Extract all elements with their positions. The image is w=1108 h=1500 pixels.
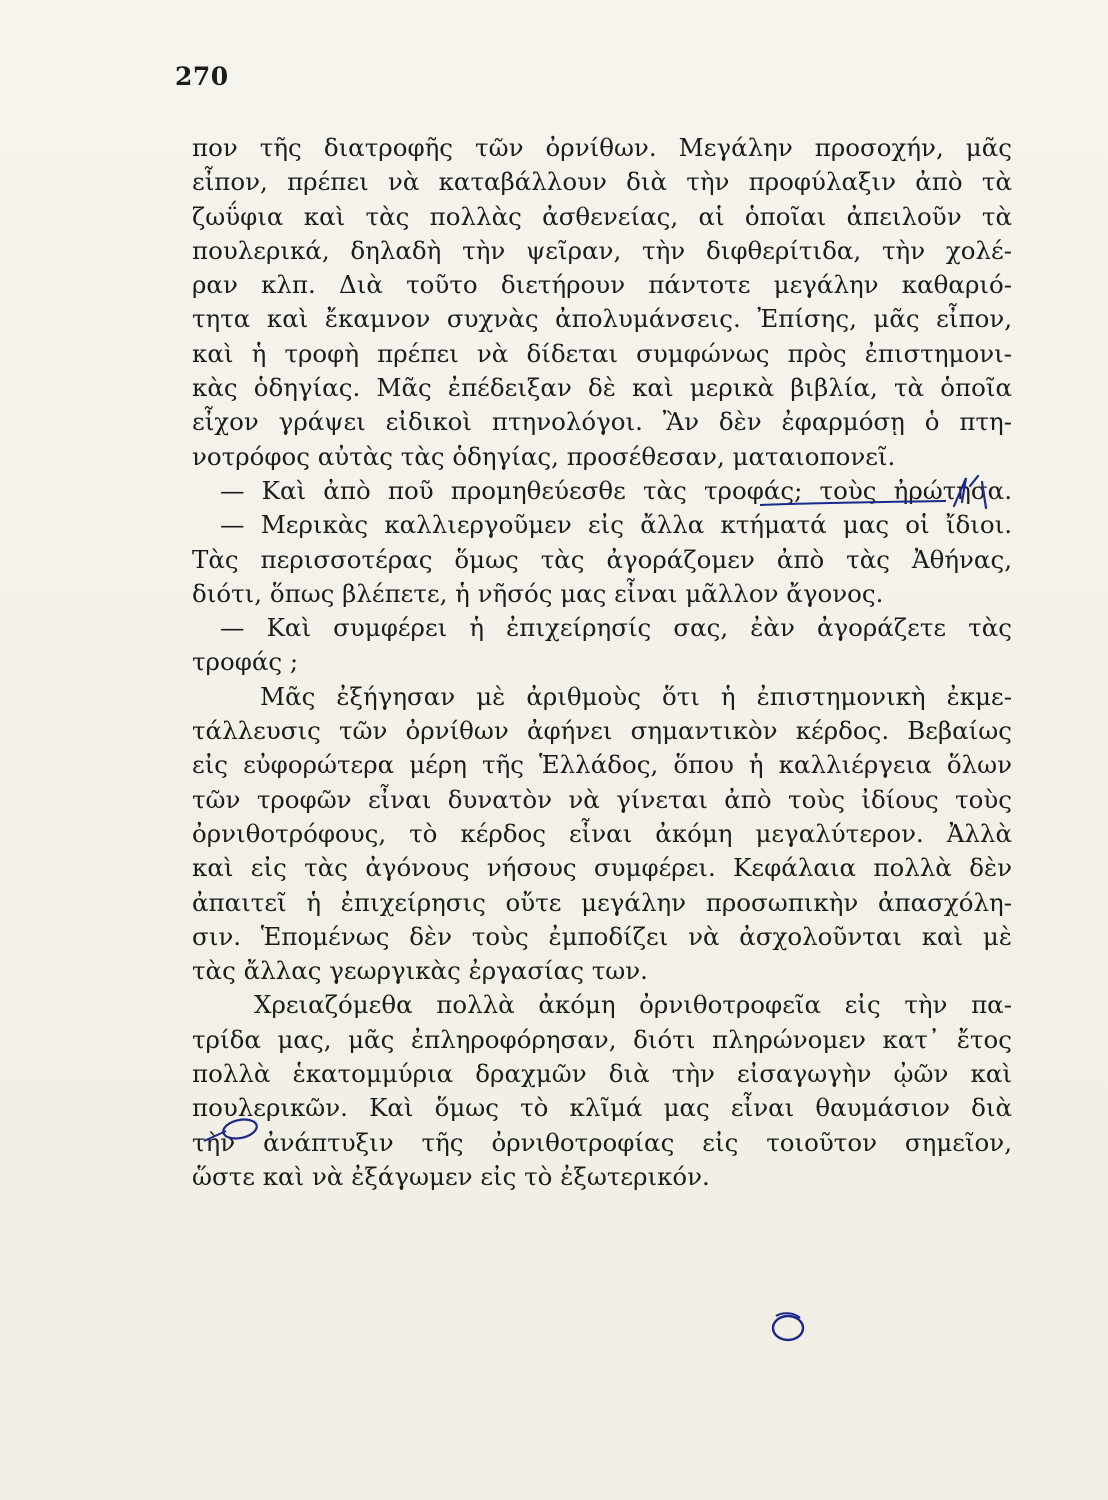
text-line: τὴν ἀνάπτυξιν τῆς ὀρνιθοτροφίας εἰς τοιοῦτον σημεῖον,	[192, 1127, 1012, 1157]
text-line: διότι, ὅπως βλέπετε, ἡ νῆσός μας εἶναι μᾶλλον ἄγονος.	[192, 578, 884, 608]
text-line: πουλερικῶν. Καὶ ὅμως τὸ κλῖμά μας εἶναι θαυμάσιον διὰ	[192, 1093, 1012, 1123]
text-line: εἶπον, πρέπει νὰ καταβάλλουν διὰ τὴν προφύλαξιν ἀπὸ τὰ	[192, 167, 1012, 197]
text-line: πον τῆς διατροφῆς τῶν ὀρνίθων. Μεγάλην προσοχήν, μᾶς	[192, 133, 1012, 162]
text-line: ὥστε καὶ νὰ ἐξάγωμεν εἰς τὸ ἐξωτερικόν.	[192, 1161, 710, 1191]
text-line: τρίδα μας, μᾶς ἐπληροφόρησαν, διότι πληρώνομεν κατ᾿ ἔτος	[192, 1024, 1012, 1054]
text-line: τῶν τροφῶν εἶναι δυνατὸν νὰ γίνεται ἀπὸ τοὺς ἰδίους τοὺς	[192, 784, 1012, 814]
text-line: πολλὰ ἑκατομμύρια δραχμῶν διὰ τὴν εἰσαγωγὴν ᾠῶν καὶ	[192, 1059, 1012, 1089]
page-number: 270	[175, 62, 229, 91]
text-line: ὀρνιθοτρόφους, τὸ κέρδος εἶναι ἀκόμη μεγαλύτερον. Ἀλλὰ	[192, 818, 1012, 848]
end-circle-mark	[768, 1308, 808, 1348]
text-line: εἰς εὐφορώτερα μέρη τῆς Ἑλλάδος, ὅπου ἡ καλλιέργεια ὅλων	[192, 750, 1012, 780]
text-line: τροφάς ;	[192, 647, 299, 677]
text-line: καὶ ἡ τροφὴ πρέπει νὰ δίδεται συμφώνως πρὸς ἐπιστημονι-	[192, 338, 1012, 368]
text-line: — Μερικὰς καλλιεργοῦμεν εἰς ἄλλα κτήματά μας οἱ ἴδιοι.	[220, 510, 1012, 540]
text-line: — Καὶ συμφέρει ἡ ἐπιχείρησίς σας, ἐὰν ἀγοράζετε τὰς	[220, 613, 1012, 643]
text-line: τάλλευσις τῶν ὀρνίθων ἀφήνει σημαντικὸν κέρδος. Βεβαίως	[192, 716, 1012, 746]
text-line: τὰς ἄλλας γεωργικὰς ἐργασίας των.	[192, 956, 648, 986]
text-line: Μᾶς ἐξήγησαν μὲ ἀριθμοὺς ὅτι ἡ ἐπιστημονικὴ ἐκμε-	[260, 681, 1012, 711]
text-line: εἶχον γράψει εἰδικοὶ πτηνολόγοι. Ἂν δὲν ἐφαρμόσῃ ὁ πτη-	[192, 407, 1012, 437]
text-line: νοτρόφος αὐτὰς τὰς ὁδηγίας, προσέθεσαν, ματαιοπονεῖ.	[192, 441, 896, 471]
text-line: Χρειαζόμεθα πολλὰ ἀκόμη ὀρνιθοτροφεῖα εἰς τὴν πα-	[254, 990, 1012, 1020]
text-line: σιν. Ἑπομένως δὲν τοὺς ἐμποδίζει νὰ ἀσχολοῦνται καὶ μὲ	[192, 921, 1012, 951]
text-line: καὶ εἰς τὰς ἀγόνους νήσους συμφέρει. Κεφάλαια πολλὰ δὲν	[192, 853, 1012, 883]
text-line: Τὰς περισσοτέρας ὅμως τὰς ἀγοράζομεν ἀπὸ τὰς Ἀθήνας,	[192, 544, 1012, 574]
text-line: ζωΰφια καὶ τὰς πολλὰς ἀσθενείας, αἱ ὁποῖαι ἀπειλοῦν τὰ	[192, 201, 1012, 231]
text-line: ραν κλπ. Διὰ τοῦτο διετήρουν πάντοτε μεγάλην καθαριό-	[192, 270, 1012, 300]
text-line: ἀπαιτεῖ ἡ ἐπιχείρησις οὔτε μεγάλην προσωπικὴν ἀπασχόλη-	[192, 887, 1012, 917]
text-line: κὰς ὁδηγίας. Μᾶς ἐπέδειξαν δὲ καὶ μερικὰ βιβλία, τὰ ὁποῖα	[192, 373, 1012, 403]
text-line: πουλερικά, δηλαδὴ τὴν ψεῖραν, τὴν διφθερίτιδα, τὴν χολέ-	[192, 235, 1012, 265]
text-line: τητα καὶ ἔκαμνον συχνὰς ἀπολυμάνσεις. Ἐπίσης, μᾶς εἶπον,	[192, 304, 1012, 334]
body-text	[192, 131, 1012, 1194]
text-line: — Καὶ ἀπὸ ποῦ προμηθεύεσθε τὰς τροφάς; τοὺς ἠρώτησα.	[220, 475, 1012, 505]
